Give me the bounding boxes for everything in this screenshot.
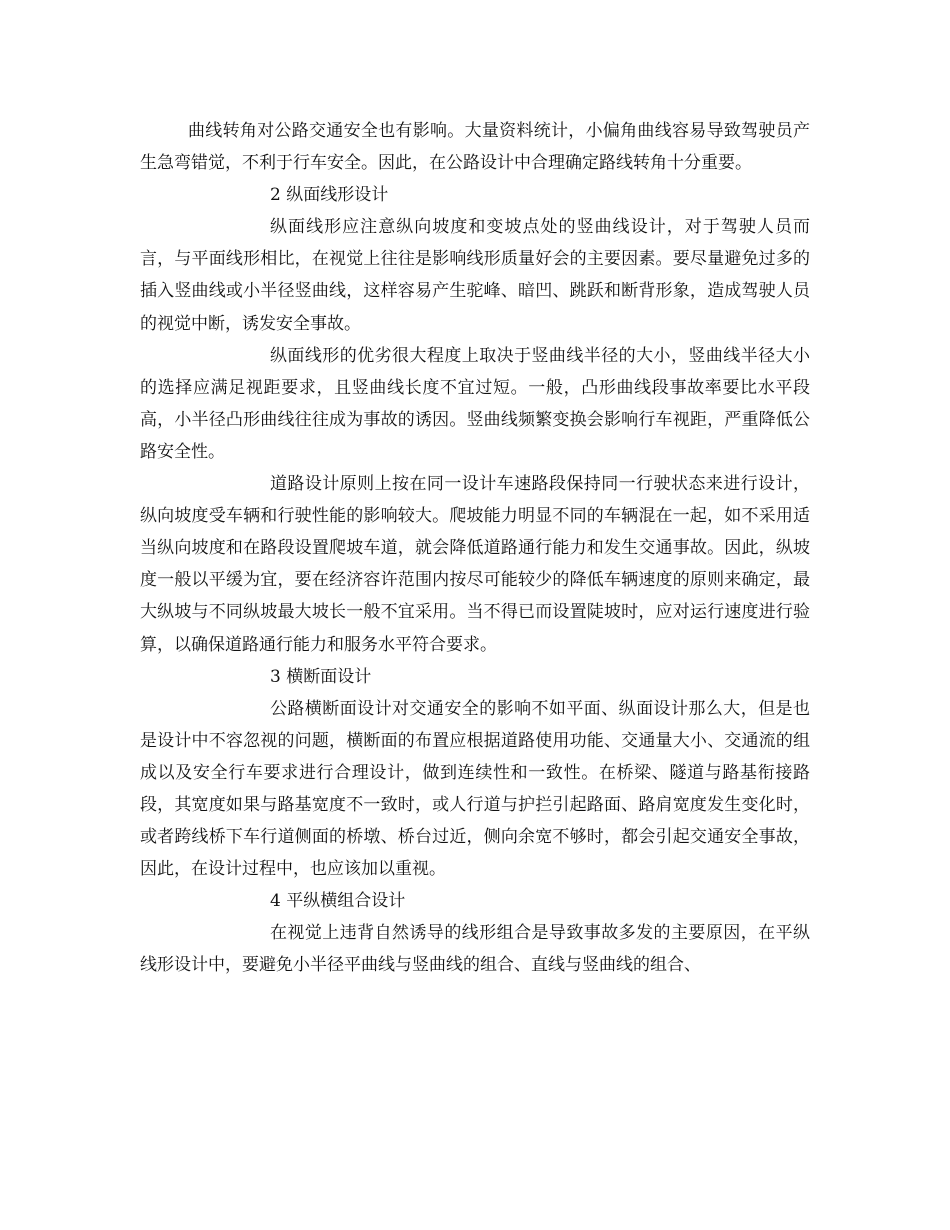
section-heading-cross-section: 3 横断面设计	[270, 666, 372, 687]
section-heading-vertical-alignment: 2 纵面线形设计	[270, 185, 389, 206]
paragraph-curve-angle: 曲线转角对公路交通安全也有影响。大量资料统计，小偏角曲线容易导致驾驶员产生急弯错觉，不利于行车安全。因此，在公路设计中合理确定路线转角十分重要。	[140, 121, 810, 174]
paragraph-vertical-alignment-intro: 纵面线形应注意纵向坡度和变坡点处的竖曲线设计，对于驾驶人员而言，与平面线形相比，在视觉上往往是影响线形质量好会的主要因素。要尽量避免过多的插入竖曲线或小半径竖曲线，这样容易产生驼峰、暗凹、跳跃和断背形象，造成驾驶人员的视觉中断，诱发安全事故。	[140, 217, 810, 334]
section-heading-combined-design: 4 平纵横组合设计	[270, 891, 406, 912]
paragraph-combined-alignment: 在视觉上违背自然诱导的线形组合是导致事故多发的主要原因，在平纵线形设计中，要避免小半径平曲线与竖曲线的组合、直线与竖曲线的组合、	[140, 923, 810, 976]
paragraph-vertical-curve-radius: 纵面线形的优劣很大程度上取决于竖曲线半径的大小，竖曲线半径大小的选择应满足视距要求，且竖曲线长度不宜过短。一般，凸形曲线段事故率要比水平段高，小半径凸形曲线往往成为事故的诱因。竖曲线频繁变换会影响行车视距，严重降低公路安全性。	[140, 345, 810, 462]
paragraph-design-speed-grade: 道路设计原则上按在同一设计车速路段保持同一行驶状态来进行设计，纵向坡度受车辆和行驶性能的影响较大。爬坡能力明显不同的车辆混在一起，如不采用适当纵向坡度和在路段设置爬坡车道，就会降低道路通行能力和发生交通事故。因此，纵坡度一般以平缓为宜，要在经济容许范围内按尽可能较少的降低车辆速度的原则来确定，最大纵坡与不同纵坡最大坡长一般不宜采用。当不得已而设置陡坡时，应对运行速度进行验算，以确保道路通行能力和服务水平符合要求。	[140, 474, 810, 655]
paragraph-cross-section-design: 公路横断面设计对交通安全的影响不如平面、纵面设计那么大，但是也是设计中不容忽视的问题，横断面的布置应根据道路使用功能、交通量大小、交通流的组成以及安全行车要求进行合理设计，做到连续性和一致性。在桥梁、隧道与路基衔接路段，其宽度如果与路基宽度不一致时，或人行道与护拦引起路面、路肩宽度发生变化时，或者跨线桥下车行道侧面的桥墩、桥台过近，侧向余宽不够时，都会引起交通安全事故，因此，在设计过程中，也应该加以重视。	[140, 698, 810, 880]
document-body	[140, 115, 810, 982]
